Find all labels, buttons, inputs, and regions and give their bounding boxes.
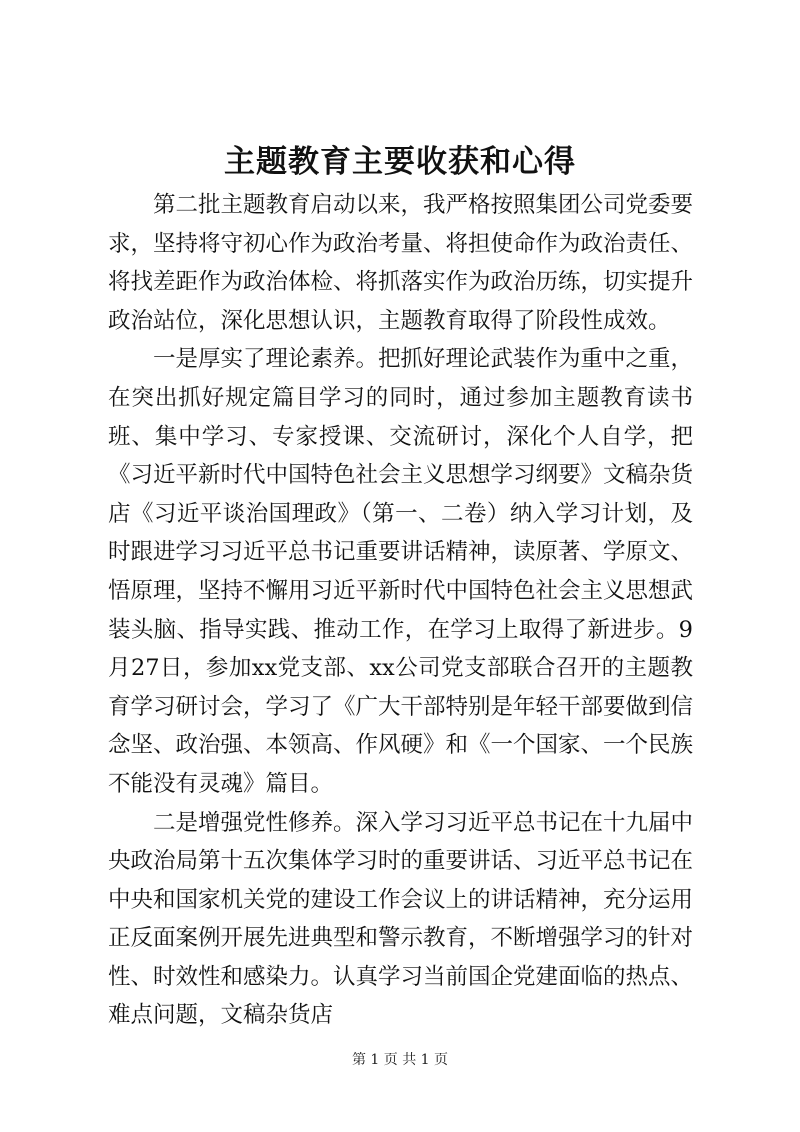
document-title: 主题教育主要收获和心得 [224,144,576,180]
page-footer: 第 1 页 共 1 页 [351,1052,449,1068]
paragraph-theory: 一是厚实了理论素养。把抓好理论武装作为重中之重，在突出抓好规定篇目学习的同时，通过参加主题教育读书班、集中学习、专家授课、交流研讨，深化个人自学，把《习近平新时代中国特色社会主义思想学习纲要》文稿杂货店《习近平谈治国理政》（第一、二卷）纳入学习计划，及时跟进学习习近平总书记重要讲话精神，读原著、学原文、悟原理，坚持不懈用习近平新时代中国特色社会主义思想武装头脑、指导实践、推动工作，在学习上取得了新进步。9月27日，参加xx党支部、xx公司党支部联合召开的主题教育学习研讨会，学习了《广大干部特别是年轻干部要做到信念坚、政治强、本领高、作风硬》和《一个国家、一个民族不能没有灵魂》篇目。 [108,346,694,797]
document-body [108,186,693,1035]
paragraph-intro: 第二批主题教育启动以来，我严格按照集团公司党委要求，坚持将守初心作为政治考量、将担使命作为政治责任、将找差距作为政治体检、将抓落实作为政治历练，切实提升政治站位，深化思想认识，主题教育取得了阶段性成效。 [108,192,694,334]
paragraph-party-spirit: 二是增强党性修养。深入学习习近平总书记在十九届中央政治局第十五次集体学习时的重要讲话、习近平总书记在中央和国家机关党的建设工作会议上的讲话精神，充分运用正反面案例开展先进典型和警示教育，不断增强学习的针对性、时效性和感染力。认真学习当前国企党建面临的热点、难点问题，文稿杂货店 [108,809,694,1029]
